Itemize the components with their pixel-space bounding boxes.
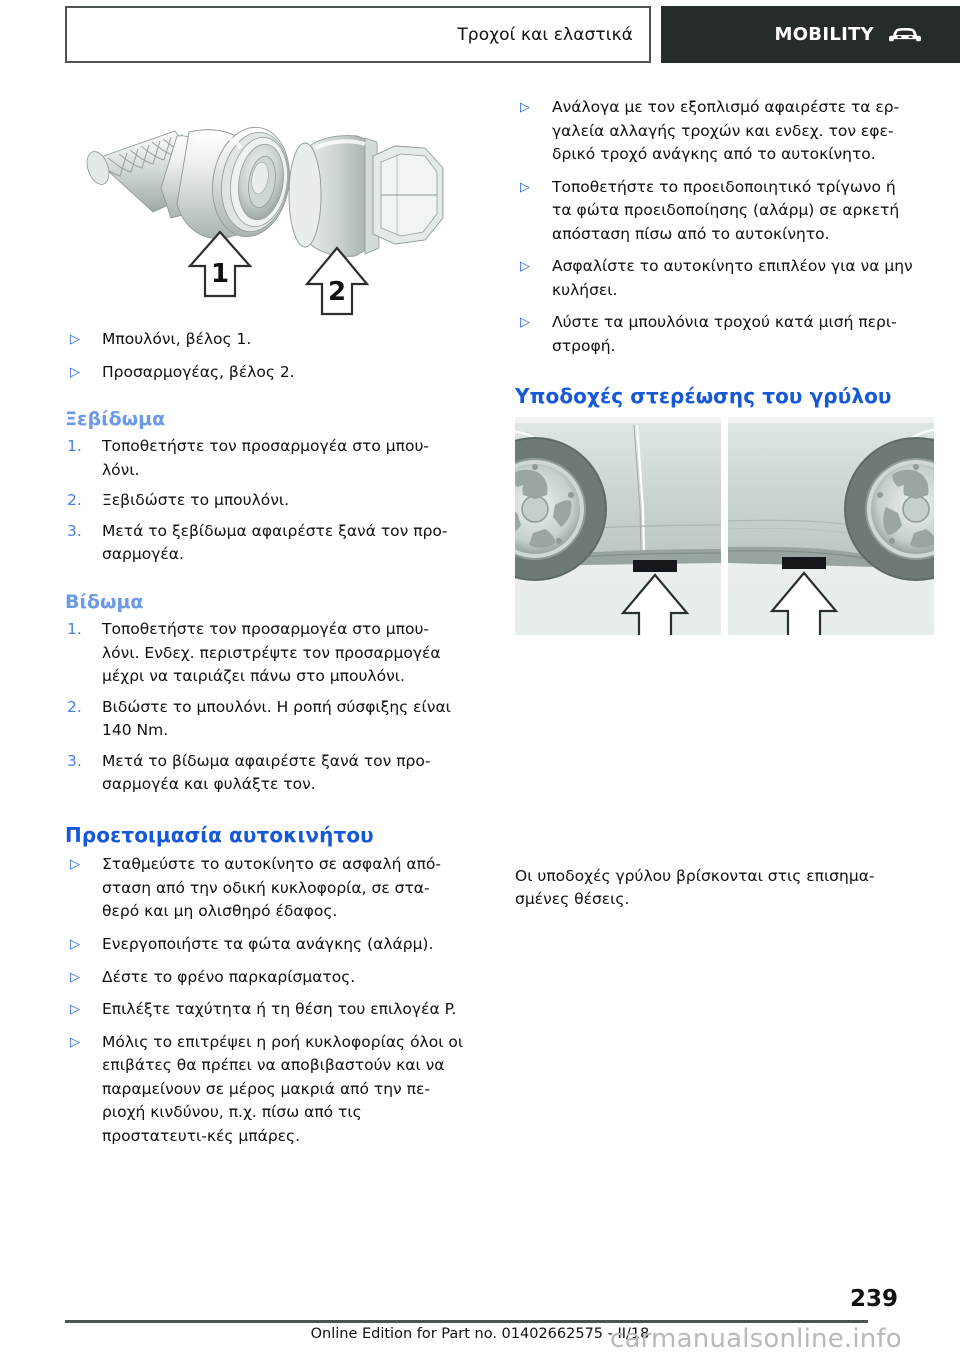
page-header <box>0 0 960 66</box>
page-footer <box>0 1272 960 1362</box>
list-item-text: Προσαρμογέας, βέλος 2. <box>102 362 295 381</box>
list-item <box>65 435 465 482</box>
step-text: Τοποθετήστε τον προσαρμογέα στο μπου-λόνι. Ενδεχ. περιστρέψτε τον προσαρμογέα μέχρι να ταιριάζει πάνω στο μπουλόνι. <box>102 620 441 686</box>
step-number: 2. <box>67 491 82 510</box>
heading-jack-mounting-points: Υποδοχές στερέωσης του γρύλου <box>515 384 892 409</box>
step-number: 1. <box>67 437 82 456</box>
list-item: ▷ Προσαρμογέας, βέλος 2. <box>70 362 295 381</box>
unscrew-steps-list <box>65 435 465 567</box>
subheading-unscrew: Ξεβίδωμα <box>65 408 166 431</box>
front-sill-jack-point <box>515 417 721 635</box>
list-item <box>65 489 465 513</box>
list-item-text: Μόλις το επιτρέψει η ροή κυκλοφορίας όλοι οι επιβάτες θα πρέπει να αποβιβαστούν και να παραμείνουν σε μέρος μακριά από την πε-ριοχή κινδύνου, π.χ. πίσω από τις προστατευτι-κές μπάρες. <box>102 1032 464 1145</box>
chapter-tab-mobility[interactable] <box>661 6 960 63</box>
list-item <box>65 618 465 689</box>
car-front-icon <box>888 26 922 44</box>
list-item <box>65 520 465 567</box>
list-item: ▷ Ανάλογα με τον εξοπλισμό αφαιρέστε τα ερ-γαλεία αλλαγής τροχών και ενδεχ. τον εφε-δρικό τροχό ανάγκης από το αυτοκίνητο. <box>520 98 900 164</box>
callout-arrow-2 <box>307 248 367 314</box>
subheading-screw: Βίδωμα <box>65 591 144 613</box>
list-item-text: Ενεργοποιήστε τα φώτα ανάγκης (αλάρμ). <box>102 935 434 954</box>
wheel-bolt-and-adapter-illustration <box>65 96 465 324</box>
step-text: Τοποθετήστε τον προσαρμογέα στο μπου-λόνι. <box>102 437 430 479</box>
step-number: 2. <box>67 697 82 716</box>
rear-sill-jack-point <box>728 417 934 635</box>
svg-text:1: 1 <box>210 259 230 289</box>
heading-prepare-vehicle: Προετοιμασία αυτοκινήτου <box>65 823 374 847</box>
jack-mounting-points-illustration <box>515 417 935 635</box>
list-item <box>65 750 465 797</box>
watermark: carmanualsonline.info <box>610 1324 902 1354</box>
step-number: 1. <box>67 620 82 639</box>
page-number: 239 <box>849 1286 898 1312</box>
footer-divider <box>65 1320 868 1323</box>
step-text: Ξεβιδώστε το μπουλόνι. <box>102 491 290 510</box>
list-item: ▷ Επιλέξτε ταχύτητα ή τη θέση του επιλογέα P. <box>70 1000 457 1019</box>
header-title-box <box>65 6 651 63</box>
step-text: Μετά το ξεβίδωμα αφαιρέστε ξανά τον προ-σαρμογέα. <box>102 521 448 564</box>
list-item: ▷ Σταθμεύστε το αυτοκίνητο σε ασφαλή από-σταση από την οδική κυκλοφορία, σε στα-θερό και μη ολισθηρό έδαφος. <box>70 855 442 921</box>
list-item-text: Λύστε τα μπουλόνια τροχού κατά μισή περι-στροφή. <box>552 313 897 355</box>
list-item-text: Μπουλόνι, βέλος 1. <box>102 330 252 348</box>
list-item-text: Τοποθετήστε το προειδοποιητικό τρίγωνο ή τα φώτα προειδοποίησης (αλάρμ) σε αρκετή απόσταση πίσω από το αυτοκίνητο. <box>552 177 900 243</box>
step-text: Βιδώστε το μπουλόνι. Η ροπή σύσφιξης είναι 140 Nm. <box>102 697 451 740</box>
list-item: ▷ Μόλις το επιτρέψει η ροή κυκλοφορίας όλοι οι επιβάτες θα πρέπει να αποβιβαστούν και να παραμείνουν σε μέρος μακριά από την πε-ριοχή κινδύνου, π.χ. πίσω από τις προστατευτι-κές μπάρες. <box>70 1032 464 1145</box>
list-item <box>65 696 465 743</box>
list-item: ▷ Μπουλόνι, βέλος 1. <box>70 330 252 348</box>
list-item-text: Ανάλογα με τον εξοπλισμό αφαιρέστε τα ερ-γαλεία αλλαγής τροχών και ενδεχ. τον εφε-δρικό τροχό ανάγκης από το αυτοκίνητο. <box>552 98 900 164</box>
list-item: ▷ Τοποθετήστε το προειδοποιητικό τρίγωνο ή τα φώτα προειδοποίησης (αλάρμ) σε αρκετή απόσταση πίσω από το αυτοκίνητο. <box>520 177 900 243</box>
step-number: 3. <box>67 521 82 540</box>
svg-text:2: 2 <box>327 277 347 307</box>
prepare-vehicle-list <box>65 853 465 1148</box>
list-item-text: Επιλέξτε ταχύτητα ή τη θέση του επιλογέα P. <box>102 1000 457 1019</box>
step-text: Μετά το βίδωμα αφαιρέστε ξανά τον προ-σαρμογέα και φυλάξτε τον. <box>102 751 431 794</box>
left-column <box>65 96 465 1157</box>
list-item: ▷ Ενεργοποιήστε τα φώτα ανάγκης (αλάρμ). <box>70 935 434 954</box>
chapter-tab-label: MOBILITY <box>774 24 874 45</box>
bolt-parts-list <box>65 328 465 384</box>
screw-steps-list <box>65 618 465 797</box>
list-item-text: Δέστε το φρένο παρκαρίσματος. <box>102 967 356 986</box>
edition-line: Online Edition for Part no. 01402662575 - II/18 <box>310 1326 650 1342</box>
list-item-text: Ασφαλίστε το αυτοκίνητο επιπλέον για να μην κυλήσει. <box>552 257 913 299</box>
right-column <box>515 96 915 912</box>
list-item: ▷ Λύστε τα μπουλόνια τροχού κατά μισή περι-στροφή. <box>520 313 897 355</box>
step-number: 3. <box>67 751 82 770</box>
list-item-text: Σταθμεύστε το αυτοκίνητο σε ασφαλή από-σταση από την οδική κυκλοφορία, σε στα-θερό και μη ολισθηρό έδαφος. <box>102 855 442 921</box>
page-title: Τροχοί και ελαστικά <box>457 24 633 45</box>
jack-points-caption: Οι υποδοχές γρύλου βρίσκονται στις επισημα-σμένες θέσεις. <box>515 866 875 909</box>
list-item: ▷ Ασφαλίστε το αυτοκίνητο επιπλέον για να μην κυλήσει. <box>520 257 913 299</box>
list-item: ▷ Δέστε το φρένο παρκαρίσματος. <box>70 967 356 986</box>
callout-arrow-1 <box>190 232 250 296</box>
preparation-continued-list <box>515 96 915 358</box>
